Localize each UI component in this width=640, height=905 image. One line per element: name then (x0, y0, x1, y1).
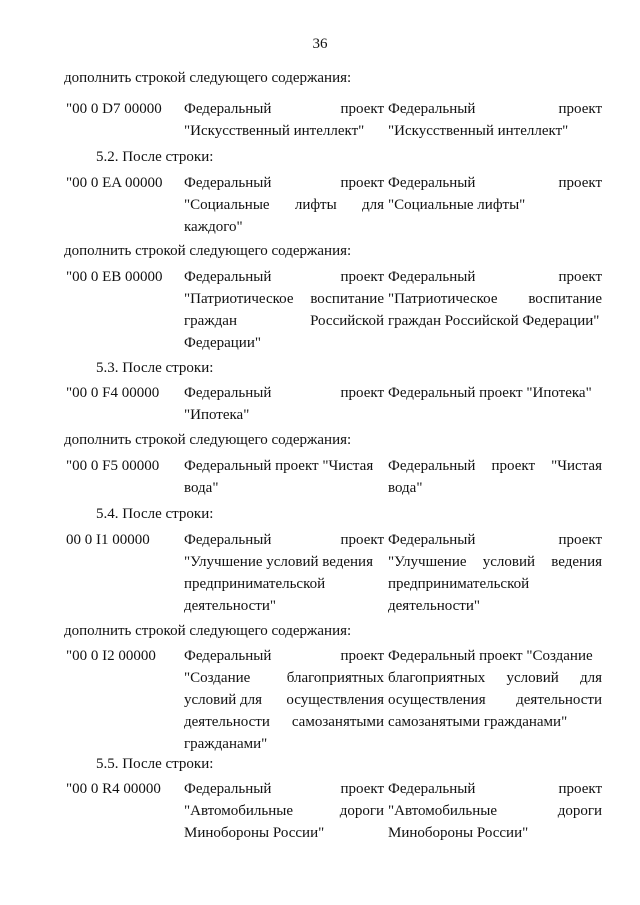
word: проект (340, 101, 384, 117)
page-number: 36 (312, 36, 328, 52)
word: Федеральный (184, 385, 272, 401)
text-line (388, 595, 602, 617)
text-line (184, 800, 384, 822)
word: проект (558, 269, 602, 285)
word: "Патриотическое (184, 291, 294, 307)
word: предпринимательской (388, 576, 530, 592)
new-name-cell (388, 529, 602, 617)
text-line (388, 194, 602, 216)
word: Федеральный (184, 648, 272, 664)
word: "Автомобильные (388, 803, 497, 819)
text-line (184, 667, 384, 689)
text-line (184, 733, 384, 755)
word: Федеральный (388, 532, 476, 548)
text-line (184, 645, 384, 667)
word: деятельности" (184, 598, 276, 614)
word: Федеральный (184, 175, 272, 191)
text-line (388, 529, 602, 551)
text-line (388, 288, 602, 310)
old-name-cell (184, 529, 384, 617)
word: проект (558, 175, 602, 191)
word: осуществления (286, 692, 384, 708)
text-line (184, 404, 384, 426)
new-name-cell (388, 778, 602, 844)
word: вода" (184, 480, 219, 496)
word: проект (340, 648, 384, 664)
word: Федеральный (184, 269, 272, 285)
old-name-cell (184, 778, 384, 844)
new-name-cell (388, 645, 602, 733)
text-line (388, 477, 602, 499)
word: "Ипотека" (184, 407, 250, 423)
word: Федеральный (388, 101, 476, 117)
new-name-cell (388, 172, 602, 216)
text-line (184, 382, 384, 404)
text-line (388, 667, 602, 689)
text-line (388, 645, 602, 667)
text-line (184, 529, 384, 551)
word: гражданами" (184, 736, 268, 752)
word: ведения (551, 554, 602, 570)
paragraph-add-row-3: дополнить строкой следующего содержания: (64, 432, 352, 448)
word: для (361, 197, 384, 213)
paragraph-section-5-4: 5.4. После строки: (96, 506, 214, 522)
word: Федеральный (184, 532, 272, 548)
word: деятельности (516, 692, 602, 708)
word: дороги (557, 803, 602, 819)
text-line (388, 98, 602, 120)
paragraph-section-5-5: 5.5. После строки: (96, 756, 214, 772)
text-line (388, 455, 602, 477)
word: проект (558, 781, 602, 797)
text-line (184, 98, 384, 120)
word: деятельности (184, 714, 270, 730)
budget-code: "00 0 D7 00000 (66, 101, 162, 117)
word: самозанятыми (291, 714, 384, 730)
new-name-cell (388, 382, 602, 404)
text-line (184, 120, 384, 142)
word: осуществления (388, 692, 486, 708)
old-name-cell (184, 98, 384, 142)
text-line (388, 800, 602, 822)
word: дороги (339, 803, 384, 819)
old-name-cell (184, 172, 384, 238)
text-line (388, 310, 602, 332)
paragraph-add-row-4: дополнить строкой следующего содержания: (64, 623, 352, 639)
paragraph-add-row-1: дополнить строкой следующего содержания: (64, 70, 352, 86)
word: проект (558, 101, 602, 117)
word: благоприятных (388, 670, 486, 686)
word: "Улучшение условий ведения (184, 554, 373, 570)
text-line (388, 551, 602, 573)
text-line (184, 332, 384, 354)
old-name-cell (184, 645, 384, 755)
text-line (388, 711, 602, 733)
budget-code: "00 0 R4 00000 (66, 781, 161, 797)
text-line (184, 551, 384, 573)
word: Минобороны России" (388, 825, 529, 841)
word: проект (491, 458, 535, 474)
word: "Создание (184, 670, 251, 686)
text-line (184, 477, 384, 499)
word: деятельности" (388, 598, 480, 614)
word: Федеральный (184, 101, 272, 117)
word: Федеральный проект "Чистая (184, 458, 374, 474)
word: Федеральный (388, 269, 476, 285)
text-line (184, 711, 384, 733)
word: Федерации" (184, 335, 261, 351)
word: граждан (184, 313, 237, 329)
text-line (184, 455, 384, 477)
text-line (388, 120, 602, 142)
text-line (388, 573, 602, 595)
word: "Автомобильные (184, 803, 293, 819)
word: проект (340, 269, 384, 285)
word: условий для (184, 692, 263, 708)
word: "Искусственный интеллект" (184, 123, 365, 139)
word: Федеральный (388, 175, 476, 191)
paragraph-section-5-3: 5.3. После строки: (96, 360, 214, 376)
budget-code: "00 0 EB 00000 (66, 269, 163, 285)
text-line (184, 288, 384, 310)
budget-code: "00 0 F4 00000 (66, 385, 160, 401)
budget-code: "00 0 I2 00000 (66, 648, 156, 664)
word: вода" (388, 480, 423, 496)
word: лифты (294, 197, 337, 213)
new-name-cell (388, 266, 602, 332)
word: каждого" (184, 219, 243, 235)
old-name-cell (184, 266, 384, 354)
word: воспитание (528, 291, 602, 307)
budget-code: "00 0 EA 00000 (66, 175, 163, 191)
text-line (184, 689, 384, 711)
text-line (184, 778, 384, 800)
text-line (388, 172, 602, 194)
word: "Улучшение (388, 554, 467, 570)
word: Федеральный проект "Создание (388, 648, 593, 664)
text-line (184, 194, 384, 216)
paragraph-section-5-2: 5.2. После строки: (96, 149, 214, 165)
word: "Социальные лифты" (388, 197, 526, 213)
word: условий (482, 554, 536, 570)
budget-code: "00 0 F5 00000 (66, 458, 160, 474)
text-line (184, 172, 384, 194)
word: Минобороны России" (184, 825, 325, 841)
text-line (388, 778, 602, 800)
word: Федеральный (388, 781, 476, 797)
word: проект (340, 175, 384, 191)
word: предпринимательской (184, 576, 326, 592)
word: благоприятных (286, 670, 384, 686)
word: для (579, 670, 602, 686)
word: "Чистая (551, 458, 602, 474)
paragraph-add-row-2: дополнить строкой следующего содержания: (64, 243, 352, 259)
word: "Социальные (184, 197, 270, 213)
budget-code: 00 0 I1 00000 (66, 532, 150, 548)
word: условий (506, 670, 559, 686)
old-name-cell (184, 455, 384, 499)
text-line (184, 310, 384, 332)
text-line (184, 573, 384, 595)
word: проект (558, 532, 602, 548)
word: проект (340, 781, 384, 797)
word: "Искусственный интеллект" (388, 123, 569, 139)
word: граждан Российской Федерации" (388, 313, 600, 329)
text-line (184, 216, 384, 238)
text-line (184, 822, 384, 844)
word: Федеральный проект "Ипотека" (388, 385, 592, 401)
word: Российской (310, 313, 384, 329)
text-line (388, 689, 602, 711)
word: Федеральный (388, 458, 476, 474)
word: "Патриотическое (388, 291, 498, 307)
word: Федеральный (184, 781, 272, 797)
word: проект (340, 385, 384, 401)
text-line (388, 822, 602, 844)
word: самозанятыми гражданами" (388, 714, 568, 730)
text-line (184, 595, 384, 617)
new-name-cell (388, 455, 602, 499)
new-name-cell (388, 98, 602, 142)
text-line (388, 382, 602, 404)
text-line (184, 266, 384, 288)
word: проект (340, 532, 384, 548)
word: воспитание (310, 291, 384, 307)
text-line (388, 266, 602, 288)
old-name-cell (184, 382, 384, 426)
